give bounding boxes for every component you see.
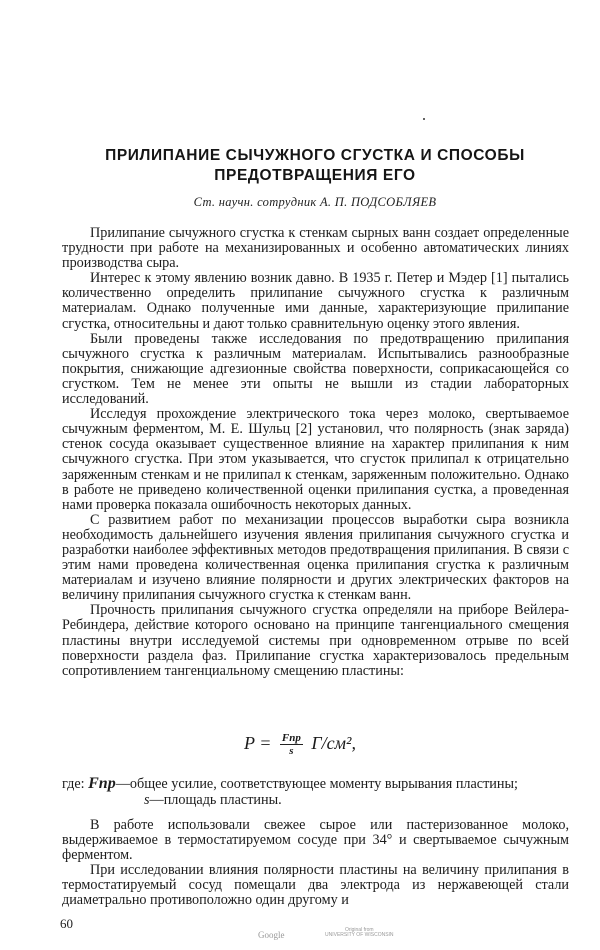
page-number: 60 <box>60 916 73 931</box>
title-line-2: ПРЕДОТВРАЩЕНИЯ ЕГО <box>214 167 416 184</box>
definition-1 <box>62 776 569 792</box>
print-speck <box>423 118 425 120</box>
article-body <box>62 226 569 679</box>
article-title <box>90 146 540 186</box>
paragraph-8: При исследовании влияния полярности пластины на величину прилипания в термостатируемый сосуд помещали два электрода из нержавеющей стали диаметрально противоположно один другому и <box>62 862 569 909</box>
paragraph-7: В работе использовали свежее сырое или пастеризованное молоко, выдерживаемое в термостатируемом сосуде при 34° и свертываемое сычужным ферментом. <box>62 817 569 864</box>
definition-2 <box>62 792 569 808</box>
paragraph-4: Исследуя прохождение электрического тока через молоко, свертываемое сычужным ферментом, М. Е. Шульц [2] установил, что полярность (знак заряда) стенок сосуда оказывает существенное влияние на характер прилипания к ним сычужного сгустка. При этом указывается, что сгусток прилипал к отрицательно заряженным стенкам и не прилипал к стенкам, заряженным положительно. Однако в работе не приведено количественной оценки прилипания сустка, а проведенная нами проверка показала ошибочность некоторых данных. <box>62 406 569 513</box>
symbol-f: Fпр <box>88 775 116 792</box>
paragraph-3: Были проведены также исследования по предотвращению прилипания сычужного сгустка к различным материалам. Испытывались разнообразные покрытия, снижающие адгезионные свойства поверхности, соприкасающейся со сгустком. Тем не менее эти опыты не вышли из стадии лабораторных исследований. <box>62 330 569 408</box>
paragraph-5: С развитием работ по механизации процессов выработки сыра возникла необходимость дальнейшего изучения явления прилипания сычужного сгустка и разработки наиболее эффективных методов предотвращения прилипания. В связи с этим нами проведена количественная оценка прилипания сгустка к различным материалам и изучено влияние полярности и других электрических факторов на величину прилипания сычужного сгустка к стенкам ванн. <box>62 511 569 604</box>
paragraph-2: Интерес к этому явлению возник давно. В 1935 г. Петер и Мэдер [1] пытались количественно определить прилипание сычужного сгустка к различным материалам. Однако полученные ими данные, характеризующие прилипание сгустка, относительны и дают только сравнительную оценку этого явления. <box>62 270 569 332</box>
formula-units: Г/см², <box>311 733 356 754</box>
definition-f: —общее усилие, соответствующее моменту вырывания пластины; <box>115 776 518 792</box>
paragraph-6: Прочность прилипания сычужного сгустка определяли на приборе Вейлера-Ребиндера, действие которого основано на принципе тангенциального смещения пластины внутри исследуемой системы при одновременном отрыве по всей поверхности раздела фаз. Прилипание сгустка характеризовалось предельным сопротивлением тангенциальному смещению пластины: <box>62 602 569 679</box>
digitized-by-google: Google <box>258 930 285 940</box>
original-source <box>325 928 394 938</box>
paragraph-1: Прилипание сычужного сгустка к стенкам сырных ванн создает определенные трудности при работе на механизированных и особенно автоматических линиях производства сыра. <box>62 225 569 272</box>
formula-lhs: P = <box>244 733 272 754</box>
formula-denominator: s <box>289 745 294 757</box>
symbol-s: s <box>144 792 150 808</box>
author-byline: Ст. научн. сотрудник А. П. ПОДСОБЛЯЕВ <box>193 195 437 209</box>
formula-numerator: Fпр <box>281 732 301 744</box>
definition-s: —площадь пластины. <box>149 792 282 808</box>
formula-fraction <box>280 732 303 758</box>
original-from-label: Original from <box>344 927 374 933</box>
formula-definitions <box>62 776 569 808</box>
article-body-continued <box>62 818 569 909</box>
title-line-1: ПРИЛИПАНИЕ СЫЧУЖНОГО СГУСТКА И СПОСОБЫ <box>105 147 525 164</box>
original-from-source: UNIVERSITY OF WISCONSIN <box>325 932 394 938</box>
adhesion-formula <box>0 732 600 772</box>
where-prefix: где: <box>62 776 85 792</box>
